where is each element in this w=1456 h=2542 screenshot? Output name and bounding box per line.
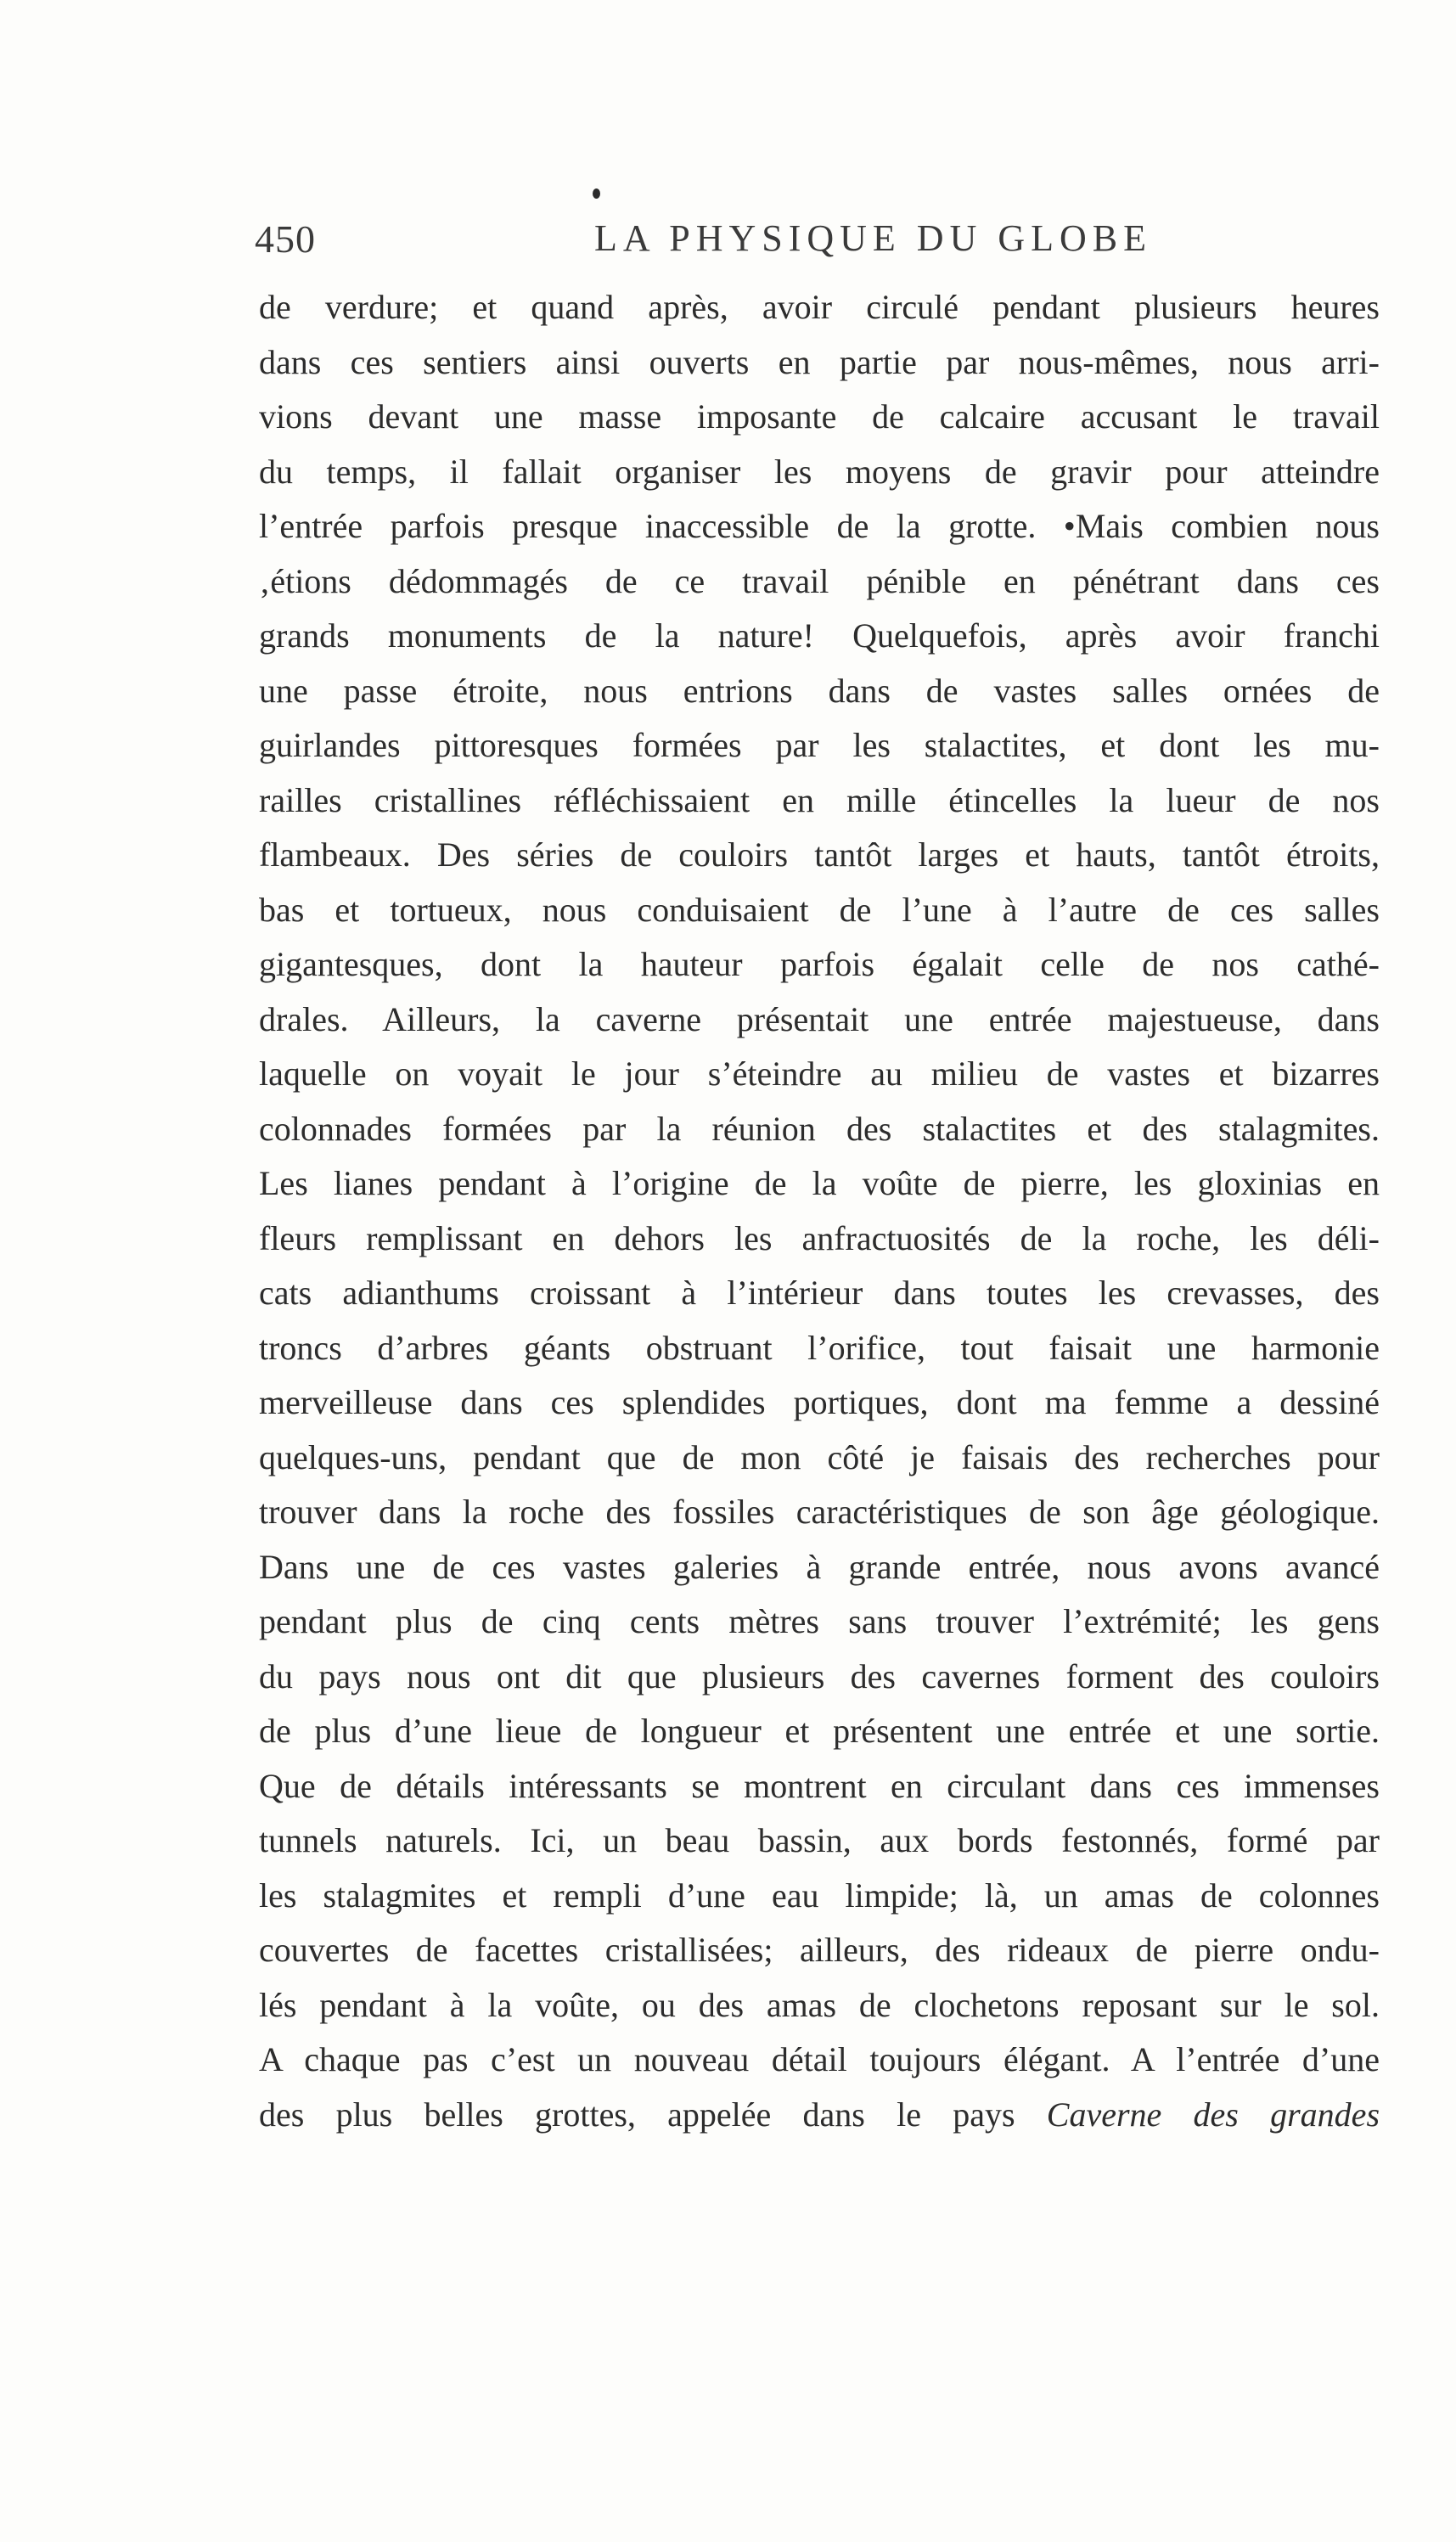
- text-line: les stalagmites et rempli d’une eau limpide; là, un amas de colonnes: [259, 1876, 1380, 1915]
- text-line: pendant plus de cinq cents mètres sans trouver l’extrémité; les gens: [259, 1602, 1380, 1640]
- text-line: vions devant une masse imposante de calcaire accusant le travail: [259, 397, 1380, 436]
- text-line: gigantesques, dont la hauteur parfois égalait celle de nos cathé-: [259, 945, 1380, 983]
- text-line: lés pendant à la voûte, ou des amas de clochetons reposant sur le sol.: [259, 1985, 1380, 2024]
- text-line: dans ces sentiers ainsi ouverts en partie par nous-mêmes, nous arri-: [259, 342, 1380, 381]
- text-line: fleurs remplissant en dehors les anfractuosités de la roche, les déli-: [259, 1218, 1380, 1257]
- body-text: [259, 280, 1380, 2142]
- text-line-final-roman: des plus belles grottes, appelée dans le pays: [259, 2095, 1015, 2134]
- text-line: quelques-uns, pendant que de mon côté je faisais des recherches pour: [259, 1437, 1380, 1476]
- text-line: A chaque pas c’est un nouveau détail toujours élégant. A l’entrée d’une: [259, 2040, 1380, 2078]
- text-line: l’entrée parfois presque inaccessible de la grotte. •Mais combien nous: [259, 507, 1380, 545]
- text-line: grands monuments de la nature! Quelquefois, après avoir franchi: [259, 616, 1380, 655]
- text-line: Les lianes pendant à l’origine de la voûte de pierre, les gloxinias en: [259, 1164, 1380, 1202]
- text-line: du pays nous ont dit que plusieurs des cavernes forment des couloirs: [259, 1656, 1380, 1696]
- text-line: drales. Ailleurs, la caverne présentait une entrée majestueuse, dans: [259, 999, 1380, 1038]
- text-line: laquelle on voyait le jour s’éteindre au milieu de vastes et bizarres: [259, 1054, 1380, 1093]
- text-line: troncs d’arbres géants obstruant l’orifice, tout faisait une harmonie: [259, 1328, 1380, 1367]
- text-line: une passe étroite, nous entrions dans de vastes salles ornées de: [259, 671, 1380, 710]
- running-head: LA PHYSIQUE DU GLOBE: [594, 217, 1152, 259]
- text-line: guirlandes pittoresques formées par les stalactites, et dont les mu-: [259, 726, 1380, 764]
- page-header: [0, 217, 1456, 267]
- text-line: Que de détails intéressants se montrent en circulant dans ces immenses: [259, 1766, 1380, 1805]
- text-line: bas et tortueux, nous conduisaient de l’une à l’autre de ces salles: [259, 890, 1380, 929]
- text-line-final-italic: Caverne des grandes: [1046, 2095, 1380, 2134]
- text-line: de verdure; et quand après, avoir circulé pendant plusieurs heures: [259, 288, 1380, 326]
- text-line: du temps, il fallait organiser les moyens de gravir pour atteindre: [259, 452, 1380, 491]
- text-line: de plus d’une lieue de longueur et présentent une entrée et une sortie.: [259, 1712, 1380, 1750]
- text-line: ‚étions dédommagés de ce travail pénible en pénétrant dans ces: [259, 561, 1380, 600]
- text-line: colonnades formées par la réunion des stalactites et des stalagmites.: [259, 1109, 1380, 1148]
- ink-speck: [593, 188, 600, 199]
- text-line-final: [259, 2088, 1380, 2143]
- text-line: Dans une de ces vastes galeries à grande entrée, nous avons avancé: [259, 1547, 1380, 1586]
- text-line: cats adianthums croissant à l’intérieur dans toutes les crevasses, des: [259, 1274, 1380, 1312]
- page-number: 450: [255, 217, 316, 261]
- text-line: merveilleuse dans ces splendides portiques, dont ma femme a dessiné: [259, 1383, 1380, 1421]
- text-line: tunnels naturels. Ici, un beau bassin, aux bords festonnés, formé par: [259, 1821, 1380, 1859]
- text-line: trouver dans la roche des fossiles caractéristiques de son âge géologique.: [259, 1493, 1380, 1531]
- text-line: flambeaux. Des séries de couloirs tantôt larges et hauts, tantôt étroits,: [259, 835, 1380, 874]
- text-line: couvertes de facettes cristallisées; ailleurs, des rideaux de pierre ondu-: [259, 1931, 1380, 1969]
- text-line: railles cristallines réfléchissaient en mille étincelles la lueur de nos: [259, 780, 1380, 819]
